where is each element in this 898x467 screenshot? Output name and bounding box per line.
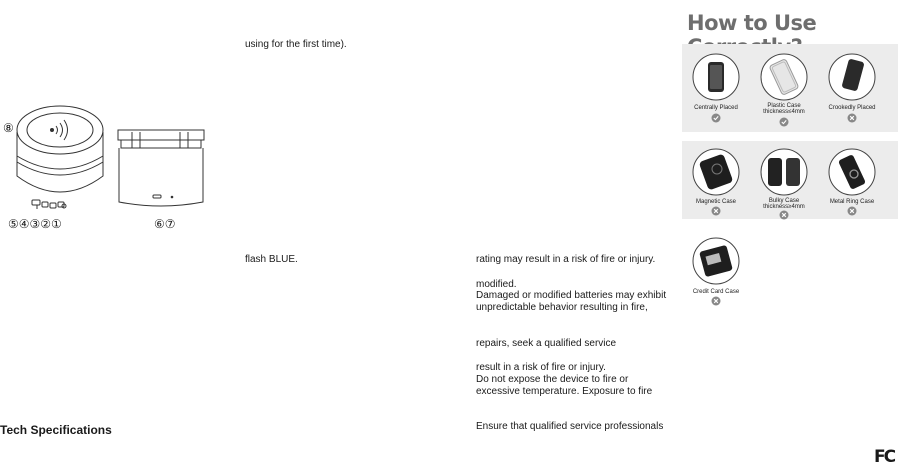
guide-caption-centrally-placed: Centrally Placed	[694, 105, 738, 111]
cross-icon	[847, 206, 857, 216]
guide-caption-credit-card-case: Credit Card Case	[692, 289, 740, 295]
plastic-case-icon	[759, 52, 809, 102]
safety-line-5: repairs, seek a qualified service	[476, 338, 617, 349]
marker-6-7: ⑥⑦	[154, 217, 176, 231]
middle-line-2: flash BLUE.	[245, 254, 298, 265]
check-icon	[711, 113, 721, 123]
safety-line-2: modified.	[476, 279, 517, 290]
cross-icon	[847, 113, 857, 123]
safety-line-3: Damaged or modified batteries may exhibit	[476, 290, 667, 301]
check-icon	[779, 117, 789, 127]
safety-line-7: Do not expose the device to fire or	[476, 374, 629, 385]
guide-caption-metal-ring-case: Metal Ring Case	[829, 199, 875, 205]
guide-caption-crookedly-placed: Crookedly Placed	[828, 105, 876, 111]
centrally-placed-icon	[691, 52, 741, 102]
speaker-diagram	[0, 96, 210, 236]
safety-line-1: rating may result in a risk of fire or injury.	[476, 254, 656, 265]
bulky-case-icon	[759, 147, 809, 197]
safety-line-8: excessive temperature. Exposure to fire	[476, 386, 653, 397]
guide-caption-plastic-case: Plastic Case thickness≤4mm	[763, 103, 805, 115]
fcc-logo: FC	[874, 447, 895, 467]
how-to-use-title: How to Use	[687, 11, 817, 35]
safety-line-9: Ensure that qualified service professionals	[476, 421, 664, 432]
safety-line-6: result in a risk of fire or injury.	[476, 362, 606, 373]
tech-specifications-heading: Tech Specifications	[0, 423, 112, 437]
middle-line-1: using for the first time).	[245, 39, 347, 50]
magnetic-case-icon	[691, 147, 741, 197]
guide-caption-bulky-case: Bulky Case thickness≥4mm	[763, 198, 805, 210]
metal-ring-case-icon	[827, 147, 877, 197]
speaker-side-drawing	[118, 130, 204, 206]
safety-line-4: unpredictable behavior resulting in fire,	[476, 302, 648, 313]
guide-caption-magnetic-case: Magnetic Case	[695, 199, 737, 205]
credit-card-case-icon	[691, 236, 741, 286]
crookedly-placed-icon	[827, 52, 877, 102]
marker-5-1: ⑤④③②①	[8, 217, 62, 231]
cross-icon	[711, 296, 721, 306]
cross-icon	[779, 210, 789, 220]
marker-8: ⑧	[3, 121, 14, 135]
cross-icon	[711, 206, 721, 216]
speaker-perspective-drawing	[17, 106, 103, 209]
